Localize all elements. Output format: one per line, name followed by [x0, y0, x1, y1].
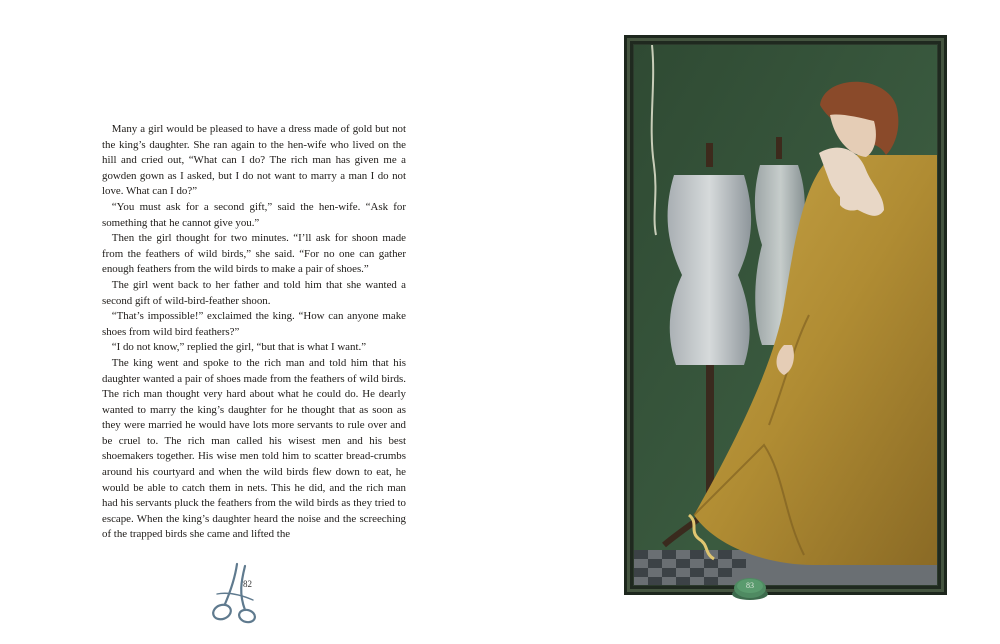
page-number: 82 — [243, 579, 252, 589]
paragraph: Many a girl would be pleased to have a dress made of gold but not the king’s daughter. She ran again to the hen-wife who lived on the hill and cried out, “What can I do? The rich man has given me a gowden gown as I asked, but I do not want to marry a man I do not love. What can I do?” — [102, 123, 406, 198]
paragraph: “That’s impossible!” exclaimed the king. “How can anyone make shoes from wild bird feathers?” — [102, 310, 406, 338]
illustration-frame — [624, 35, 947, 595]
page-number: 83 — [746, 581, 754, 590]
paragraph: The girl went back to her father and told him that she wanted a second gift of wild-bird-feather shoon. — [102, 278, 406, 307]
illustration — [634, 45, 937, 585]
paragraph: Then the girl thought for two minutes. “I’ll ask for shoon made from the feathers of wild birds,” she said. “For no one can gather enough feathers from the wild birds to make a pair of shoes.” — [102, 232, 406, 276]
paragraph: “You must ask for a second gift,” said the hen-wife. “Ask for something that he cannot give you.” — [102, 200, 406, 229]
scissors-icon — [205, 560, 275, 630]
page-number-left — [205, 560, 275, 630]
paragraph: “I do not know,” replied the girl, “but that is what I want.” — [111, 341, 367, 354]
paragraph: The king went and spoke to the rich man and told him that his daughter wanted a pair of shoes made from the feathers of wild birds. The rich man thought very hard about what he could do. He dearly wanted to marry the king’s daughter for he thought that as soon as they were married he would have lots more servants to rule over and be cruel to. The rich man called his wisest men and his best shoemakers together. His wise men told him to scatter bread-crumbs around his courtyard and when the wild birds flew down to eat, he would be able to catch them in nets. This he did, and the rich man had his servants pluck the feathers from the wild birds as they tried to escape. When the king’s daughter heard the noise and the screeching of the trapped birds she came and lifted the — [102, 356, 406, 541]
body-text — [102, 122, 406, 543]
page-number-right — [730, 576, 770, 602]
